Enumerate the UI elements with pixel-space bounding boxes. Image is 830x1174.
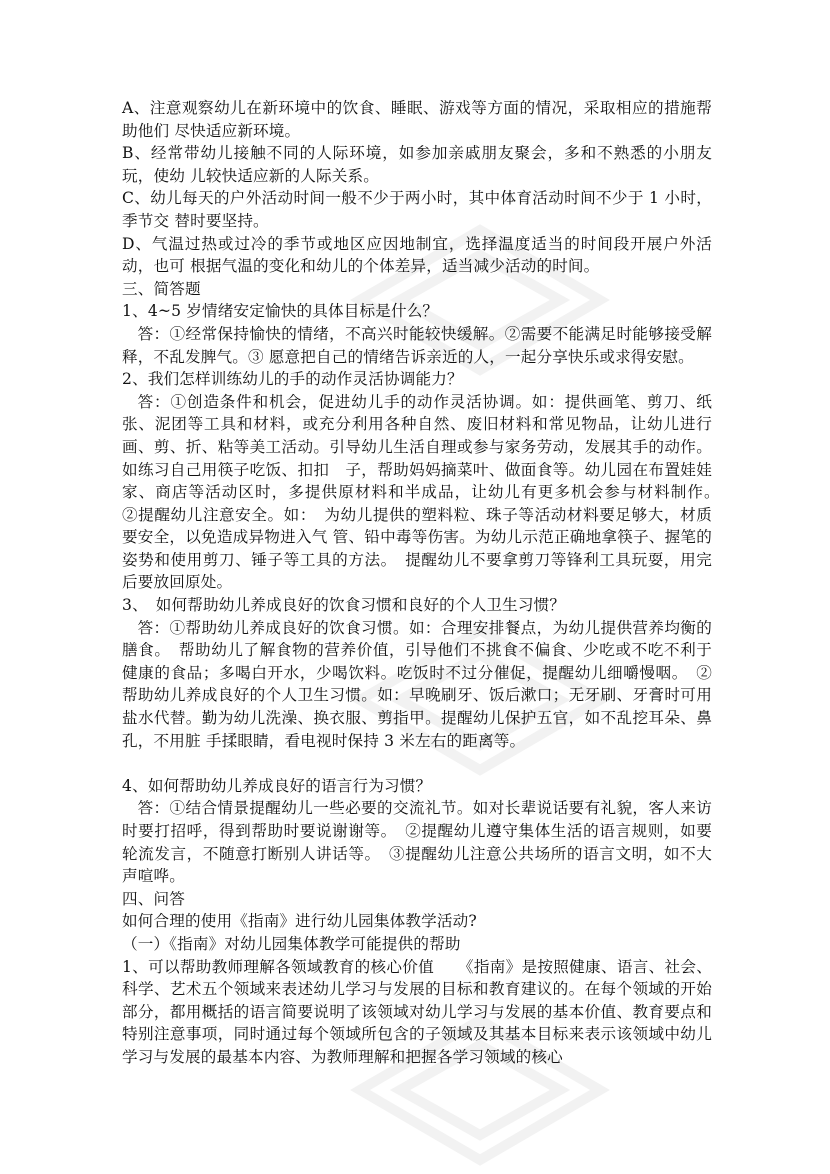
question-1: 1、4~5 岁情绪安定愉快的具体目标是什么？ bbox=[122, 302, 439, 321]
question-4: 4、如何帮助幼儿养成良好的语言行为习惯？ bbox=[122, 776, 432, 795]
paragraph-option-d: D、气温过热或过冷的季节或地区应因地制宜，选择温度适当的时间段开展户外活动，也可 根据气温的变化和幼儿的个体差异，适当减少活动的时间。 bbox=[122, 234, 712, 276]
answer-3: 答：①帮助幼儿养成良好的饮食习惯。如：合理安排餐点，为幼儿提供营养均衡的膳食。 帮助幼儿了解食物的营养价值，引导他们不挑食不偏食、少吃或不吃不利于健康的食品；多喝白开水，少喝饮料。吃饭时不过分催促，提醒幼儿细嚼慢咽。 ②帮助幼儿养成良好的个人卫生习惯。如：早晚刷牙、饭后漱口；无牙刷、牙膏时可用盐水代替。勤为幼儿洗澡、换衣服、剪指甲。提醒幼儿保护五官，如不乱挖耳朵、鼻孔，不用脏 手揉眼睛，看电视时保持 3 米左右的距离等。 bbox=[122, 618, 712, 750]
paragraph-option-c: C、幼儿每天的户外活动时间一般不少于两小时，其中体育活动时间不少于 1 小时，季节交 替时要坚持。 bbox=[122, 189, 712, 230]
document-body bbox=[122, 97, 728, 1069]
paragraph-option-b: B、经常带幼儿接触不同的人际环境，如参加亲戚朋友聚会，多和不熟悉的小朋友玩，使幼 儿较快适应新的人际关系。 bbox=[122, 144, 712, 185]
answer-2: 答：①创造条件和机会，促进幼儿手的动作灵活协调。如：提供画笔、剪刀、纸张、泥团等工具和材料，或充分利用各种自然、废旧材料和常见物品，让幼儿进行画、剪、折、粘等美工活动。引导幼儿生活自理或参与家务劳动，发展其手的动作。如练习自己用筷子吃饭、扣扣 子，帮助妈妈摘菜叶、做面食等。幼儿园在布置娃娃家、商店等活动区时，多提供原材料和半成品，让幼儿有更多机会参与材料制作。 ②提醒幼儿注意安全。如： 为幼儿提供的塑料粒、珠子等活动材料要足够大，材质要安全，以免造成异物进入气 管、铅中毒等伤害。为幼儿示范正确地拿筷子、握笔的姿势和使用剪刀、锤子等工具的方法。 提醒幼儿不要拿剪刀等锋利工具玩耍，用完后要放回原处。 bbox=[122, 392, 728, 592]
question-2: 2、我们怎样训练幼儿的手的动作灵活协调能力？ bbox=[122, 370, 463, 389]
blank-line bbox=[122, 752, 712, 775]
paragraph-option-a: A、注意观察幼儿在新环境中的饮食、睡眠、游戏等方面的情况，采取相应的措施帮助他们 尽快适应新环境。 bbox=[122, 99, 712, 140]
answer-4: 答：①结合情景提醒幼儿一些必要的交流礼节。如对长辈说话要有礼貌，客人来访时要打招呼，得到帮助时要说谢谢等。 ②提醒幼儿遵守集体生活的语言规则，如要轮流发言，不随意打断别人讲话等。 ③提醒幼儿注意公共场所的语言文明，如不大声喧哗。 bbox=[122, 799, 712, 886]
essay-question: 如何合理的使用《指南》进行幼儿园集体教学活动? bbox=[122, 912, 477, 931]
answer-1: 答：①经常保持愉快的情绪，不高兴时能较快缓解。②需要不能满足时能够接受解释，不乱发脾气。③ 愿意把自己的情绪告诉亲近的人，一起分享快乐或求得安慰。 bbox=[122, 324, 712, 366]
question-3: 3、 如何帮助幼儿养成良好的饮食习惯和良好的个人卫生习惯？ bbox=[122, 596, 566, 615]
section-heading-essay: 四、问答 bbox=[122, 889, 185, 908]
essay-subheading-1: （一）《指南》对幼儿园集体教学可能提供的帮助 bbox=[122, 934, 461, 953]
section-heading-short-answer: 三、简答题 bbox=[122, 279, 201, 298]
essay-point-1: 1、可以帮助教师理解各领域教育的核心价值 《指南》是按照健康、语言、社会、科学、艺术五个领域来表述幼儿学习与发展的目标和教育建议的。在每个领域的开始部分，都用概括的语言简要说明了该领域对幼儿学习与发展的基本价值、教育要点和特别注意事项，同时通过每个领域所包含的子领域及其基本目标来表示该领域中幼儿学习与发展的最基本内容、为教师理解和把握各学习领域的核心 bbox=[122, 957, 712, 1066]
